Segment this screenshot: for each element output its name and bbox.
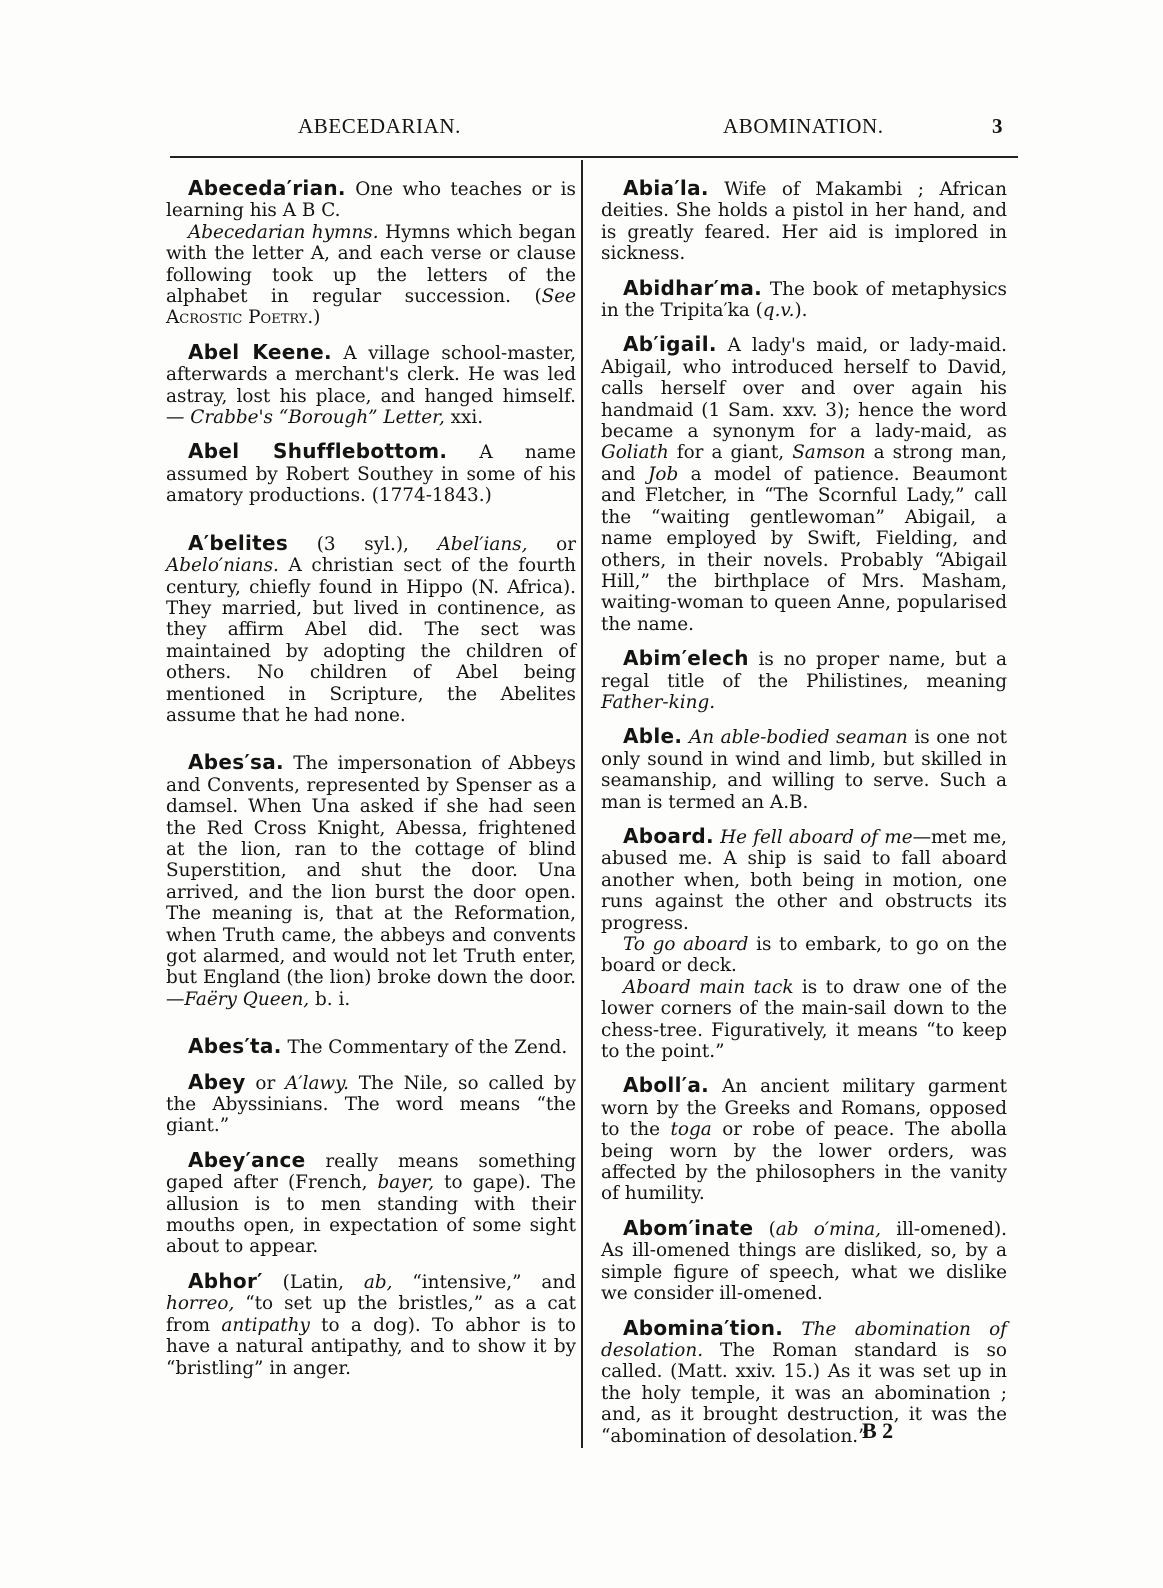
entry-abolla <box>601 1075 1007 1204</box>
definition-text: Hymns which began with the letter A, and each verse or clause following took up the letters of the alphabet in regular succession. ( <box>166 221 576 308</box>
headword: Abes′ta. <box>188 1034 282 1059</box>
variant-term: Abel′ians, <box>437 533 528 555</box>
headword: Abeceda′rian. <box>188 176 346 200</box>
definition-text: An ancient military garment worn by the Greeks and Romans, opposed to the <box>601 1076 1007 1141</box>
headword: Aboard. <box>623 823 714 848</box>
sub-term: He fell aboard of me <box>720 826 913 848</box>
entry-abidharma <box>601 275 1007 322</box>
cross-reference: Acrostic Poetry. <box>166 307 314 329</box>
entry-abelites <box>166 530 576 727</box>
running-head-right: ABOMINATION. <box>723 114 884 138</box>
definition-text: A lady's maid, or lady-maid. Abigail, who introduced herself to David, calls herself over and over again his handmaid (1 Sam. xxv. 3); hence the word became a synonym for a lady-maid, as <box>601 335 1007 443</box>
entry-abeyance <box>166 1147 576 1258</box>
entry-abimelech <box>601 648 1007 713</box>
definition-text: or <box>245 1072 286 1094</box>
definition-text: ill-omened). As ill-omened things are disliked, so, by a simple figure of speech, what we dislike we consider ill-omened. <box>601 1218 1007 1305</box>
definition-text: is no proper name, but a regal title of the Philistines, meaning <box>601 649 1007 692</box>
headword: Able. <box>623 724 683 749</box>
headword: A′belites <box>188 530 289 555</box>
signature-mark: B 2 <box>862 1418 894 1443</box>
definition-text: —met me, abused me. A ship is said to fall aboard another when, both being in motion, one runs against the other and obstructs its progress. <box>601 826 1007 934</box>
emphasis-term: Goliath <box>601 442 669 464</box>
definition-text: or robe of peace. The abolla being worn by the lower orders, was affected by the philosophers in the vanity of humility. <box>601 1119 1007 1205</box>
headword: Abey <box>188 1069 246 1094</box>
definition-text: Wife of Makambi ; African deities. She holds a pistol in her hand, and is greatly feared. Her aid is implored in sickness. <box>601 179 1007 265</box>
foreign-term: horreo, <box>166 1293 235 1315</box>
definition-text: “intensive,” and <box>392 1271 576 1293</box>
source-title: “Borough” <box>273 407 378 429</box>
definition-text: ( <box>753 1218 776 1240</box>
definition-text: ). <box>794 300 808 322</box>
headword: Abel Keene. <box>188 339 332 364</box>
left-column <box>166 178 576 1392</box>
definition-text: a model of patience. Beaumont and Fletcher, in “The Scornful Lady,” call the “waiting gentlewoman” Abigail, a name employed by Swift, Fielding, and others, in their novels. Probably “Abigail Hill,” the birthplace of Mrs. Masham, waiting-woman to queen Anne, popularised the name. <box>601 463 1007 635</box>
source-citation: Crabbe's <box>190 407 273 429</box>
entry-abessa <box>166 752 576 1010</box>
definition-text: The Commentary of the Zend. <box>287 1037 568 1059</box>
definition-text: The Nile, so called by the Abyssinians. The word means “the giant.” <box>166 1072 576 1137</box>
entry-able <box>601 726 1007 813</box>
sub-term: To go aboard <box>623 934 749 955</box>
entry-abel-shufflebottom <box>166 441 576 506</box>
entry-abesta <box>166 1036 576 1058</box>
entry-aboard <box>601 823 1007 1063</box>
source-citation: Faëry Queen, <box>184 988 310 1010</box>
sub-term: Abecedarian hymns. <box>188 221 379 243</box>
sub-term: An able-bodied seaman <box>688 727 908 749</box>
headword: Abom′inate <box>623 1215 754 1240</box>
cross-reference: q.v. <box>762 300 795 322</box>
headword: Aboll′a. <box>623 1073 710 1098</box>
definition-text: The book of metaphysics in the Tripita′ka ( <box>601 278 1007 322</box>
emphasis-term: antipathy <box>221 1314 310 1336</box>
variant-term: Abelo′nians. <box>166 555 279 577</box>
foreign-term: ab o′mina, <box>775 1218 881 1240</box>
entry-abel-keene <box>166 339 576 429</box>
definition-text: “to set up the bristles,” as a cat from <box>166 1293 576 1336</box>
definition-text: b. i. <box>309 988 351 1010</box>
definition-text: for a giant, <box>668 442 793 464</box>
headword: Abey′ance <box>188 1147 306 1172</box>
definition-text: or <box>527 533 576 555</box>
definition-text: (3 syl.), <box>288 533 438 555</box>
entry-abigail <box>601 334 1007 635</box>
see-label: See <box>541 286 576 308</box>
definition-text: A christian sect of the fourth century, chiefly found in Hippo (N. Africa). They married, but lived in continence, as they affirm Abel did. The sect was maintained by adopting the children of others. No children of Abel being mentioned in Scripture, the Abelites assume that he had none. <box>166 555 576 726</box>
definition-text: (Latin, <box>262 1271 364 1293</box>
emphasis-term: Job <box>648 463 679 485</box>
header-rule <box>170 156 1018 158</box>
definition-text: One who teaches or is learning his A B C. <box>166 179 576 222</box>
definition-text: to gape). The allusion is to men standing with their mouths open, in expectation of some sight about to appear. <box>166 1172 576 1258</box>
right-column <box>601 178 1007 1460</box>
entry-abomination <box>601 1315 1007 1447</box>
definition-text: A village school-master, afterwards a merchant's clerk. He was led astray, lost his place, and hanged himself. — <box>166 342 576 429</box>
source-citation: Letter, <box>377 407 445 429</box>
headword: Abes′sa. <box>188 750 284 775</box>
entry-abhor <box>166 1268 576 1379</box>
definition-text: to a dog). To abhor is to have a natural antipathy, and to show it by “bristling” in anger. <box>166 1314 576 1379</box>
definition-text: a strong man, and <box>601 442 1007 485</box>
entry-abiala <box>601 178 1007 265</box>
definition-text: xxi. <box>444 407 484 429</box>
sub-term: The abomination of desolation. <box>601 1318 1007 1361</box>
headword: Abia′la. <box>623 176 709 200</box>
running-head <box>170 114 1020 144</box>
page-number: 3 <box>992 114 1004 138</box>
headword: Abhor′ <box>188 1268 263 1293</box>
sub-term: Aboard main tack <box>623 976 794 998</box>
entry-abecedarian <box>166 178 576 329</box>
emphasis-term: Father-king. <box>601 691 716 713</box>
headword: Ab′igail. <box>623 332 717 357</box>
column-rule <box>581 160 583 1448</box>
variant-term: A′lawy. <box>285 1072 349 1094</box>
headword: Abim′elech <box>623 646 749 671</box>
headword: Abel Shufflebottom. <box>188 439 448 464</box>
definition-text: is one not only sound in wind and limb, but skilled in seamanship, and willing to serve. Such a man is termed an A.B. <box>601 727 1007 813</box>
definition-text: is to embark, to go on the board or deck. <box>601 934 1007 977</box>
definition-text: The impersonation of Abbeys and Convents, represented by Spenser as a damsel. When Una asked if she had seen the Red Cross Knight, Abessa, frightened at the lion, ran to the cottage of blind Superstition, and shut the door. Una arrived, and the lion burst the door open. The meaning is, that at the Reformation, when Truth came, the abbeys and convents got alarmed, and would not let Truth enter, but England (the lion) broke down the door.— <box>166 753 576 1010</box>
definition-text: is to draw one of the lower corners of the main-sail down to the chess-tree. Figuratively, it means “to keep to the point.” <box>601 976 1007 1063</box>
running-head-left: ABECEDARIAN. <box>298 114 461 138</box>
definition-text: really means something gaped after (French, <box>166 1150 576 1194</box>
entry-abey <box>166 1069 576 1137</box>
headword: Abidhar′ma. <box>623 275 763 300</box>
punctuation: ) <box>313 307 321 329</box>
definition-text: A name assumed by Robert Southey in some of his amatory productions. (1774-1843.) <box>166 442 576 507</box>
foreign-term: ab, <box>363 1271 393 1293</box>
foreign-term: bayer, <box>377 1172 435 1194</box>
emphasis-term: toga <box>670 1119 712 1141</box>
emphasis-term: Samson <box>792 442 866 464</box>
definition-text: The Roman standard is so called. (Matt. xxiv. 15.) As it was set up in the holy temple, it was an abomination ; and, as it brought destruction, it was the “abomination of desolation.” <box>601 1339 1007 1447</box>
entry-abominate <box>601 1215 1007 1305</box>
headword: Abomina′tion. <box>623 1315 784 1340</box>
